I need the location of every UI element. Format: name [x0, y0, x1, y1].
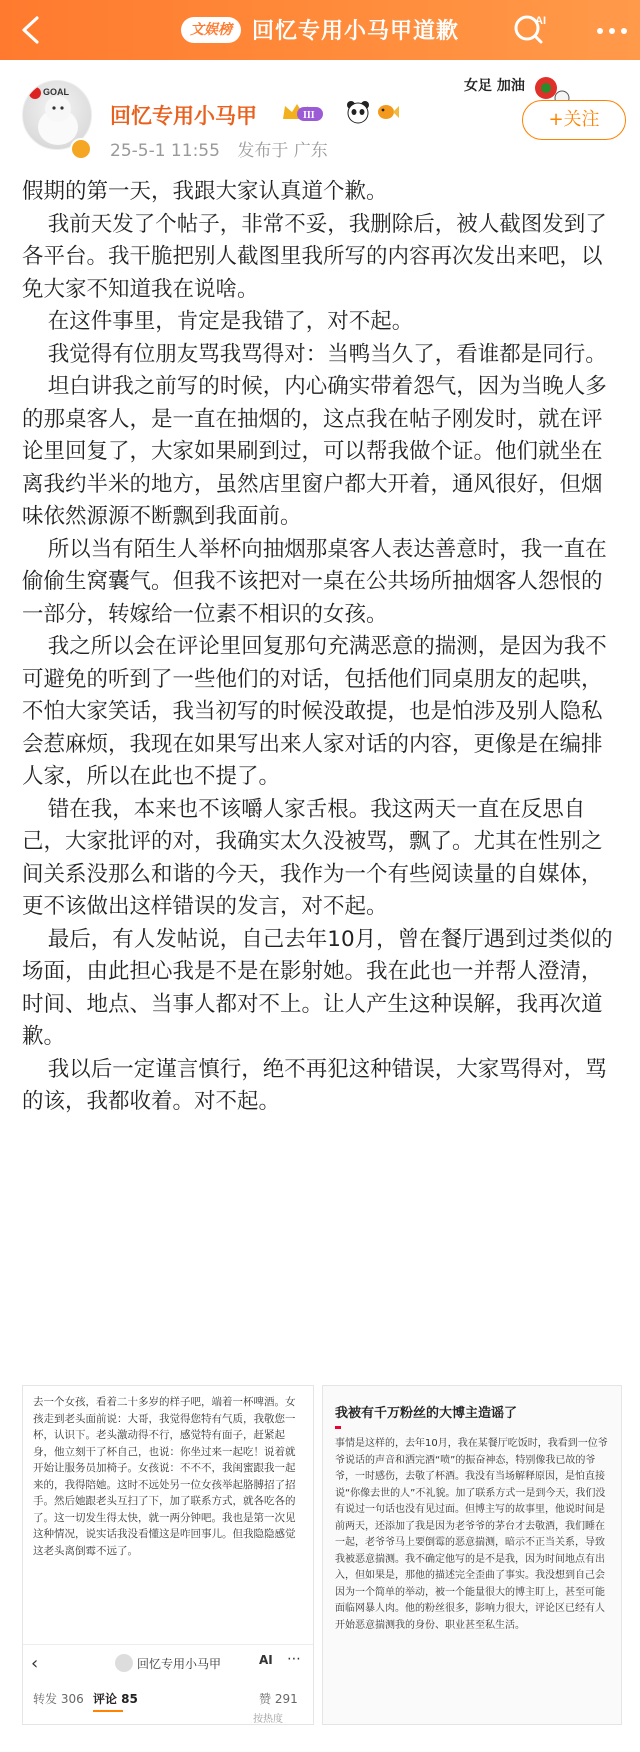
ai-label: AI — [535, 15, 546, 27]
svg-text:GOAL: GOAL — [43, 87, 69, 97]
screenshot-username: 回忆专用小马甲 — [137, 1657, 222, 1671]
paragraph: 坦白讲我之前写的时候，内心确实带着怨气，因为当晚人多的那桌客人，是一直在抽烟的，这点我在帖子刚发时，就在评论里回复了，大家如果刷到过，可以帮我做个证。他们就坐在离我约半米的地方，虽然店里窗户都大开着，通风很好，但烟味依然源源不断飘到我面前。 — [22, 374, 607, 529]
more-options-icon: ⋯ — [287, 1651, 301, 1667]
paragraph: 错在我，本来也不该嚼人家舌根。我这两天一直在反思自己，大家批评的对，我确实太久没被骂，飘了。尤其在性别之间关系没那么和谐的今天，我作为一个有些阅读量的自媒体，更不该做出这样错误的发言，对不起。 — [22, 796, 603, 919]
back-arrow-icon: ‹ — [31, 1653, 39, 1674]
paragraph: 所以当有陌生人举杯向抽烟那桌客人表达善意时，我一直在偷偷生窝囊气。但我不该把对一桌在公共场所抽烟客人怨恨的一部分，转嫁给一位素不相识的女孩。 — [22, 536, 607, 627]
title-accent — [335, 1426, 341, 1429]
goldfish-icon — [374, 100, 400, 124]
ai-search-icon[interactable] — [510, 10, 550, 50]
post-body — [22, 176, 622, 1119]
paragraph: 我觉得有位朋友骂我骂得对：当鸭当久了，看谁都是同行。 — [47, 341, 607, 367]
follow-button[interactable]: +关注 — [522, 100, 626, 140]
more-options-icon[interactable] — [592, 16, 632, 46]
screenshot-text: 去一个女孩，看着二十多岁的样子吧，端着一杯啤酒。女孩走到老头面前说：大哥，我觉得您特有气质，我敬您一杯，认识下。老头激动得不行，感觉特有面子，赶紧起身，他立刻干了杯自己，也说：你坐过来一起吃！说着就开始让服务员加椅子。女孩说：不不不，我闺蜜跟我一起来的，我得陪她。这时不远处另一位女孩举起胳膊招了招手。然后她跟老头互扫了下，加了联系方式，就各吃各的了。这一切发生得太快，就一两分钟吧。我也是第一次见这种情况，说实话我没看懂这是咋回事儿。但我隐隐感觉这老头离倒霉不远了。 — [33, 1396, 296, 1557]
like-count: 赞 291 — [259, 1692, 298, 1706]
username[interactable]: 回忆专用小马甲 — [110, 104, 257, 128]
paragraph: 我以后一定谨言慎行，绝不再犯这种错误，大家骂得对，骂的该，我都收着。对不起。 — [22, 1056, 607, 1114]
post-meta — [110, 136, 328, 161]
topic-title: 回忆专用小马甲道歉 — [252, 19, 460, 44]
level-crown-icon — [281, 101, 325, 123]
level-badge-label: III — [303, 110, 315, 121]
paragraph: 我前天发了个帖子，非常不妥，我删除后，被人截图发到了各平台。我干脆把别人截图里我所写的内容再次发出来吧，以免大家不知道我在说啥。 — [22, 211, 607, 302]
top-bar — [0, 0, 640, 60]
screenshot-text: 事情是这样的，去年10月，我在某餐厅吃饭时，我看到一位爷爷说话的声音和洒完酒“喷”的振奋神态，特别像我已故的爷爷，一时感伤，去敬了杯酒。我没有当场解释原因，是怕直接说“你像去世的人”不礼貌。加了联系方式一是到今天，我们没有说过一句话也没有见过面。但博主写的故事里，他说时间是前两天，还添加了我是因为老爷爷的茅台才去敬酒，我们睡在一起，老爷爷马上要倒霉的恶意揣测，暗示不正当关系，导致我被恶意揣测。我不确定他写的是不是我，因为时间地点有出入，但如果是，那他的描述完全歪曲了事实。我没想到自己会因为一个简单的举动，被一个能量很大的博主盯上，甚至可能面临网暴人肉。他的粉丝很多，影响力很大，评论区已经有人开始恶意揣测我的身份、职业甚至私生活。 — [335, 1438, 608, 1631]
post-date: 25-5-1 11:55 — [110, 141, 220, 161]
paragraph: 假期的第一天，我跟大家认真道个歉。 — [22, 179, 388, 204]
paragraph: 我之所以会在评论里回复那句充满恶意的揣测，是因为我不可避免的听到了一些他们的对话，包括他们同桌朋友的起哄，不怕大家笑话，我当初写的时候没敢提，也是怕涉及别人隐私会惹麻烦，我现在如果写出来人家对话的内容，更像是在编排人家，所以在此也不提了。 — [22, 634, 607, 789]
screenshot-stats-bar — [23, 1680, 314, 1725]
screenshot-nav-bar — [23, 1644, 314, 1680]
attached-image-left[interactable] — [22, 1385, 314, 1725]
comment-count: 评论 85 — [93, 1692, 138, 1706]
repost-count: 转发 306 — [33, 1692, 84, 1706]
screenshot-title: 我被有千万粉丝的大博主造谣了 — [335, 1406, 518, 1421]
back-arrow-icon[interactable] — [12, 10, 50, 50]
post-location: 发布于 广东 — [237, 141, 328, 161]
sort-by-hot: 按热度 — [253, 1714, 283, 1725]
deco-text: 女足 加油 — [464, 78, 525, 94]
panda-icon — [345, 99, 371, 125]
active-tab-indicator — [93, 1710, 123, 1712]
avatar — [115, 1654, 133, 1672]
ai-search-icon: AI — [259, 1653, 273, 1667]
paragraph: 在这件事里，肯定是我错了，对不起。 — [47, 309, 414, 334]
attached-image-right[interactable] — [322, 1385, 622, 1725]
verified-badge-icon — [70, 138, 92, 160]
paragraph: 最后，有人发帖说，自己去年10月，曾在餐厅遇到过类似的场面，由此担心我是不是在影射她。我在此也一并帮人澄清，时间、地点、当事人都对不上。让人产生这种误解，我再次道歉。 — [22, 926, 613, 1049]
hot-list-badge[interactable]: 文娱榜 — [181, 17, 241, 43]
